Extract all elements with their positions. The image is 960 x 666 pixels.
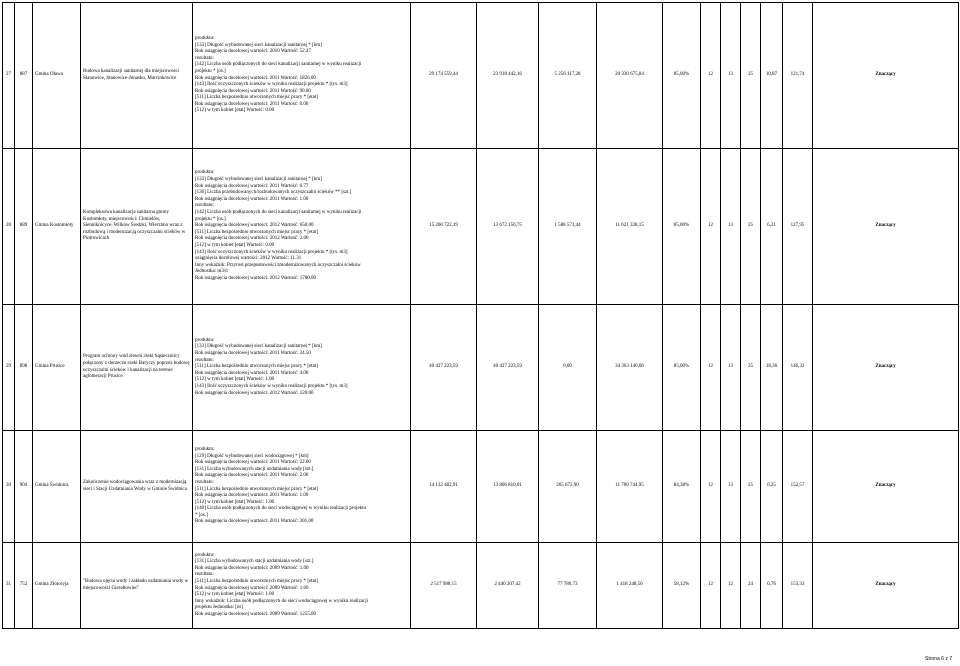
indicator-line: rezultatu: bbox=[195, 203, 214, 209]
beneficiary: Gmina Kostomłoty bbox=[33, 149, 81, 305]
cumulative-value: 152,57 bbox=[783, 431, 813, 543]
indicator-line: Jednostka: m3/d bbox=[195, 269, 228, 275]
indicator-line: [511] Liczba bezpośrednio utworzonych miejsc pracy * [etat] bbox=[195, 364, 318, 370]
table-row bbox=[3, 431, 959, 543]
project-title: Kompleksowa kanalizacja sanitarna gminy Kostomłoty, miejscowości: Chmielów, Sienniknicyce, Wilków Średzki, Wierzbno wraz z rozbudową i modernizacją oczyszczalni ścieków w Piotrowicach bbox=[81, 149, 193, 305]
indicators bbox=[193, 3, 411, 149]
indicator-line: [133] Długość wybudowanej sieci kanalizacji sanitarnej * [km] bbox=[195, 177, 322, 183]
row-number: 31 bbox=[3, 543, 15, 629]
indicator-line: [511] Liczba bezpośrednio utworzonych miejsc pracy * [etat] bbox=[195, 229, 318, 235]
score-total: 25 bbox=[741, 305, 761, 431]
cumulative-value: 127,95 bbox=[783, 149, 813, 305]
indicator-line: Rok osiągnięcia docelowej wartości: 2011 Wartość: 22.00 bbox=[195, 460, 311, 466]
eligible-value: 23 918 442,16 bbox=[477, 3, 539, 149]
score-ratio: 0,76 bbox=[761, 543, 783, 629]
indicator-line: [131] Liczba wybudowanych stacji uzdatniania wody [szt.] bbox=[195, 466, 314, 472]
score-2: 12 bbox=[721, 543, 741, 629]
efrr-value: 34 363 140,06 bbox=[597, 305, 663, 431]
indicator-line: projektu * [os.] bbox=[195, 68, 226, 74]
score-ratio: 6,25 bbox=[761, 431, 783, 543]
indicator-line: [136] Liczba przebudowanych/rozbudowanych oczyszczalni ścieków ** [szt.] bbox=[195, 190, 352, 196]
status-label: Znaczący bbox=[813, 149, 959, 305]
indicator-line: osiągnięcia docelowej wartości: 2012 Wartość: 11.31 bbox=[195, 256, 302, 262]
indicator-line: rezultatu: bbox=[195, 479, 214, 485]
indicator-line: Rok osiągnięcia docelowej wartości: 2009 Wartość: 1.00 bbox=[195, 585, 309, 591]
score-total: 25 bbox=[741, 3, 761, 149]
cumulative-value: 153,33 bbox=[783, 543, 813, 629]
indicator-line: Rok osiągnięcia docelowej wartości: 2012 Wartość: 650.00 bbox=[195, 223, 314, 229]
indicator-line: Rok osiągnięcia docelowej wartości: 2011 Wartość: 34.50 bbox=[195, 351, 311, 357]
score-2: 13 bbox=[721, 149, 741, 305]
row-number: 30 bbox=[3, 431, 15, 543]
co-financing-percent: 84,38% bbox=[663, 431, 701, 543]
score-1: 12 bbox=[701, 543, 721, 629]
table-row bbox=[3, 3, 959, 149]
own-contribution: 77 780,73 bbox=[539, 543, 597, 629]
score-2: 13 bbox=[721, 431, 741, 543]
project-title: Program ochrony wód zlewni rzeki Sąsieczniicy połączony z dorzeczu rzeki Baryczy poprzez budowę oczyszczalni ścieków i kanalizacji na terenie aglomeracji Prusice. bbox=[81, 305, 193, 431]
page-footer: Strona 6 z 7 bbox=[925, 656, 952, 662]
indicator-line: [143] Ilość oczyszczonych ścieków w wyniku realizacji projektu * [tys. m3] bbox=[195, 249, 348, 255]
indicators bbox=[193, 305, 411, 431]
indicator-line: produktu: bbox=[195, 552, 215, 558]
table-row bbox=[3, 543, 959, 629]
co-financing-percent: 58,12% bbox=[663, 543, 701, 629]
beneficiary: Gmina Świdnica bbox=[33, 431, 81, 543]
score-1: 12 bbox=[701, 305, 721, 431]
projects-table bbox=[2, 2, 959, 629]
indicator-line: Rok osiągnięcia docelowej wartości: 2011 Wartość: 2.00 bbox=[195, 473, 309, 479]
project-id: 889 bbox=[15, 149, 33, 305]
score-1: 12 bbox=[701, 149, 721, 305]
score-total: 25 bbox=[741, 149, 761, 305]
indicator-line: [512] w tym kobiet [etat] Wartość: 1.00 bbox=[195, 377, 275, 383]
indicator-line: [511] Liczba bezpośrednio utworzonych miejsc pracy * [etat] bbox=[195, 578, 318, 584]
indicator-line: Rok osiągnięcia docelowej wartości: 2009 Wartość: 1.00 bbox=[195, 565, 309, 571]
score-ratio: 18,36 bbox=[761, 305, 783, 431]
co-financing-percent: 85,00% bbox=[663, 3, 701, 149]
status-label: Znaczący bbox=[813, 431, 959, 543]
project-id: 887 bbox=[15, 3, 33, 149]
beneficiary: Gmina Oława bbox=[33, 3, 81, 149]
indicator-line: produktu: bbox=[195, 337, 215, 343]
indicator-line: produktu: bbox=[195, 446, 215, 452]
project-title: Zakończenie wodociągowania wraz z modernizacją sieci i Stacji Uzdatniania Wody w Gminie Świdnica bbox=[81, 431, 193, 543]
row-number: 29 bbox=[3, 305, 15, 431]
indicator-line: produktu: bbox=[195, 35, 215, 41]
indicator-line: [129] Długość wybudowanej sieci wodociągowej * [km] bbox=[195, 453, 309, 459]
indicator-line: Rok osiągnięcia docelowej wartości: 2011 Wartość: 301.00 bbox=[195, 519, 314, 525]
indicators bbox=[193, 431, 411, 543]
indicator-line: Inny wskaźnik: Przyrost przepustowości zmodernizowanych oczyszczalni ścieków bbox=[195, 262, 361, 268]
indicator-line: Rok osiągnięcia docelowej wartości: 2011 Wartość: 1.00 bbox=[195, 196, 309, 202]
score-2: 13 bbox=[721, 3, 741, 149]
indicator-line: [512] w tym kobiet [etat] Wartość: 1.00 bbox=[195, 592, 275, 598]
project-id: 904 bbox=[15, 431, 33, 543]
row-number: 27 bbox=[3, 3, 15, 149]
efrr-value: 20 330 675,84 bbox=[597, 3, 663, 149]
status-label: Znaczący bbox=[813, 3, 959, 149]
indicator-line: [511] Liczba bezpośrednio utworzonych miejsc pracy * [etat] bbox=[195, 486, 318, 492]
efrr-value: 11 700 744,95 bbox=[597, 431, 663, 543]
indicator-line: Rok osiągnięcia docelowej wartości: 2010 Wartość: 52.47 bbox=[195, 49, 312, 55]
co-financing-percent: 85,00% bbox=[663, 149, 701, 305]
eligible-value: 13 866 810,01 bbox=[477, 431, 539, 543]
beneficiary: Gmina Prusice bbox=[33, 305, 81, 431]
indicator-line: projektu * [os.] bbox=[195, 216, 226, 222]
total-value: 29 174 559,44 bbox=[411, 3, 477, 149]
score-2: 13 bbox=[721, 305, 741, 431]
project-title: "Budowa ujęcia wody i zakładu uzdatniania wody w miejscowości Gierałtowiec" bbox=[81, 543, 193, 629]
table-body bbox=[3, 3, 959, 629]
project-title: Budowa kanalizacji sanitarnej dla miejscowości Stanowice, Stanowice-Jonasko, Marcinkowice bbox=[81, 3, 193, 149]
co-financing-percent: 85,00% bbox=[663, 305, 701, 431]
indicator-line: [143] Ilość oczyszczonych ścieków w wyniku realizacji projektu * [tys. m3] bbox=[195, 383, 348, 389]
table-row bbox=[3, 305, 959, 431]
indicator-line: rezultatu: bbox=[195, 572, 214, 578]
eligible-value: 13 672 150,75 bbox=[477, 149, 539, 305]
indicator-line: [131] Liczba wybudowanych stacji uzdatniania wody [szt.] bbox=[195, 559, 314, 565]
indicator-line: * [os.] bbox=[195, 512, 208, 518]
indicator-line: Rok osiągnięcia docelowej wartości: 2011 Wartość: 90.00 bbox=[195, 88, 311, 94]
score-total: 24 bbox=[741, 543, 761, 629]
score-1: 12 bbox=[701, 3, 721, 149]
score-ratio: 10,87 bbox=[761, 3, 783, 149]
total-value: 15 260 722,19 bbox=[411, 149, 477, 305]
indicators bbox=[193, 543, 411, 629]
indicator-line: Inny wskaźnik: Liczba osób podłączonych do sieci wodociągowej w wyniku realizacji bbox=[195, 598, 369, 604]
own-contribution: 1 588 571,44 bbox=[539, 149, 597, 305]
indicator-line: Rok osiągnięcia docelowej wartości: 2012 Wartość: 1700.00 bbox=[195, 275, 317, 281]
project-id: 898 bbox=[15, 305, 33, 431]
indicator-line: Rok osiągnięcia docelowej wartości: 2012 Wartość: 2.00 bbox=[195, 236, 309, 242]
indicator-line: rezultatu: bbox=[195, 55, 214, 61]
indicator-line: Rok osiągnięcia docelowej wartości: 2011 Wartość: 0.00 bbox=[195, 101, 309, 107]
total-value: 40 427 223,59 bbox=[411, 305, 477, 431]
efrr-value: 11 621 328,15 bbox=[597, 149, 663, 305]
eligible-value: 40 427 223,59 bbox=[477, 305, 539, 431]
indicator-line: Rok osiągnięcia docelowej wartości: 2009 Wartość: 1255.00 bbox=[195, 611, 317, 617]
indicator-line: Rok osiągnięcia docelowej wartości: 2011 Wartość: 6.77 bbox=[195, 183, 309, 189]
indicator-line: Rok osiągnięcia docelowej wartości: 2011 Wartość: 1.00 bbox=[195, 493, 309, 499]
score-total: 25 bbox=[741, 431, 761, 543]
indicator-line: rezultatu: bbox=[195, 357, 214, 363]
indicator-line: [133] Długość wybudowanej sieci kanalizacji sanitarnej * [km] bbox=[195, 344, 322, 350]
beneficiary: Gmina Złotoryja bbox=[33, 543, 81, 629]
indicator-line: [512] w tym kobiet [etat] Wartość: 0.00 bbox=[195, 108, 275, 114]
indicator-line: [143] Ilość oczyszczonych ścieków w wyniku realizacji projektu * [tys. m3] bbox=[195, 82, 348, 88]
indicator-line: [512] w tym kobiet [etat] Wartość: 1.00 bbox=[195, 499, 275, 505]
own-contribution: 5 256 117,28 bbox=[539, 3, 597, 149]
cumulative-value: 146,32 bbox=[783, 305, 813, 431]
own-contribution: 265 672,90 bbox=[539, 431, 597, 543]
score-1: 12 bbox=[701, 431, 721, 543]
status-label: Znaczący bbox=[813, 305, 959, 431]
status-label: Znaczący bbox=[813, 543, 959, 629]
table-row bbox=[3, 149, 959, 305]
indicator-line: projektu Jednostka: [os] bbox=[195, 605, 244, 611]
cumulative-value: 121,74 bbox=[783, 3, 813, 149]
indicator-line: [142] Liczba osób podłączonych do sieci kanalizacji sanitarnej w wyniku realizacji bbox=[195, 62, 362, 68]
project-id: 752 bbox=[15, 543, 33, 629]
indicator-line: [511] Liczba bezpośrednio utworzonych miejsc pracy * [etat] bbox=[195, 95, 318, 101]
indicator-line: [512] w tym kobiet [etat] Wartość: 0.00 bbox=[195, 242, 275, 248]
own-contribution: 0,00 bbox=[539, 305, 597, 431]
indicator-line: [142] Liczba osób podłączonych do sieci kanalizacji sanitarnej w wyniku realizacji bbox=[195, 210, 362, 216]
efrr-value: 1 418 248,56 bbox=[597, 543, 663, 629]
indicator-line: Rok osiągnięcia docelowej wartości: 2011 Wartość: 4.00 bbox=[195, 370, 309, 376]
indicator-line: produktu: bbox=[195, 170, 215, 176]
indicators bbox=[193, 149, 411, 305]
total-value: 14 132 482,91 bbox=[411, 431, 477, 543]
indicator-line: Rok osiągnięcia docelowej wartości: 2011 Wartość: 1826.00 bbox=[195, 75, 316, 81]
score-ratio: 6,21 bbox=[761, 149, 783, 305]
indicator-line: [133] Długość wybudowanej sieci kanalizacji sanitarnej * [km] bbox=[195, 42, 322, 48]
indicator-line: Rok osiągnięcia docelowej wartości: 2012 Wartość: 120.00 bbox=[195, 390, 314, 396]
total-value: 2 517 988,15 bbox=[411, 543, 477, 629]
eligible-value: 2 440 207,42 bbox=[477, 543, 539, 629]
indicator-line: [140] Liczba osób podłączonych do sieci wodociągowej w wyniku realizacji projektu bbox=[195, 506, 367, 512]
row-number: 28 bbox=[3, 149, 15, 305]
